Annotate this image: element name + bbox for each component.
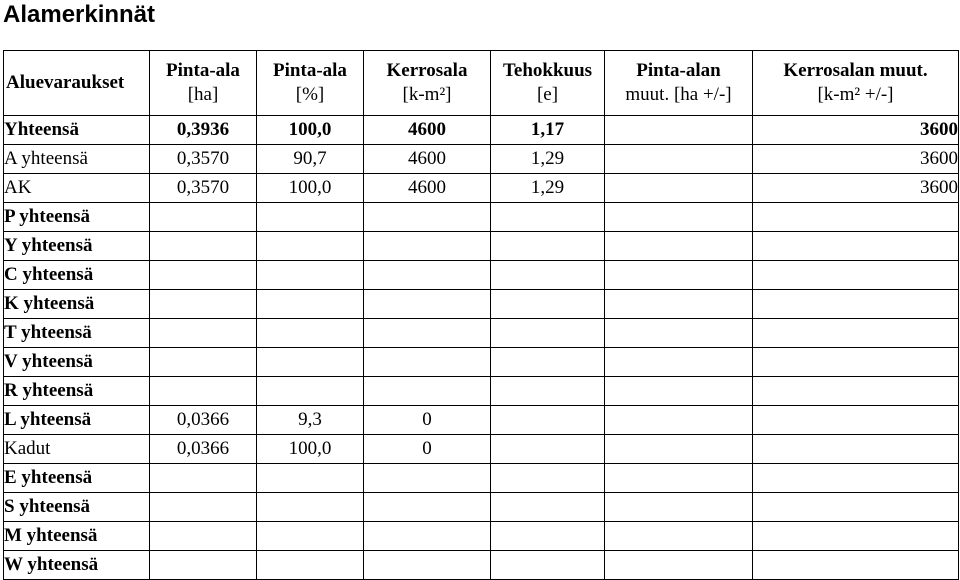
column-header-unit: [k-m²]	[402, 84, 452, 105]
table-row	[4, 464, 959, 493]
cell-aluevaraus: V yhteensä	[4, 348, 150, 377]
cell-kerrosalan-muutos: 3600	[753, 145, 959, 174]
table-row	[4, 493, 959, 522]
cell-kerrosala	[364, 232, 491, 261]
cell-pinta-ala-ha	[150, 290, 257, 319]
cell-pinta-ala-ha	[150, 348, 257, 377]
cell-pinta-alan-muutos	[605, 464, 753, 493]
cell-kerrosalan-muutos	[753, 493, 959, 522]
cell-aluevaraus: Yhteensä	[4, 116, 150, 145]
cell-pinta-alan-muutos	[605, 290, 753, 319]
cell-pinta-ala-ha	[150, 522, 257, 551]
cell-pinta-ala-pct	[257, 377, 364, 406]
cell-tehokkuus	[491, 377, 605, 406]
cell-kerrosalan-muutos	[753, 464, 959, 493]
column-header-label: Tehokkuus	[502, 60, 593, 81]
cell-kerrosalan-muutos	[753, 261, 959, 290]
cell-pinta-ala-pct: 90,7	[257, 145, 364, 174]
cell-pinta-ala-ha	[150, 232, 257, 261]
land-use-table	[3, 50, 959, 580]
column-header-label: Aluevaraukset	[6, 72, 125, 93]
table-row	[4, 435, 959, 464]
table-row	[4, 145, 959, 174]
column-header-kerrosalan-muutos	[753, 51, 959, 116]
cell-pinta-ala-pct	[257, 493, 364, 522]
cell-pinta-ala-pct	[257, 319, 364, 348]
cell-kerrosala: 4600	[364, 174, 491, 203]
cell-kerrosala	[364, 261, 491, 290]
cell-pinta-ala-pct	[257, 522, 364, 551]
cell-kerrosala	[364, 319, 491, 348]
cell-kerrosalan-muutos	[753, 522, 959, 551]
table-row	[4, 551, 959, 580]
cell-tehokkuus	[491, 348, 605, 377]
table-row	[4, 232, 959, 261]
column-header-kerrosala	[364, 51, 491, 116]
cell-kerrosalan-muutos	[753, 203, 959, 232]
column-header-aluevaraukset	[4, 51, 150, 116]
cell-kerrosalan-muutos: 3600	[753, 116, 959, 145]
table-row	[4, 174, 959, 203]
cell-tehokkuus	[491, 406, 605, 435]
cell-tehokkuus	[491, 261, 605, 290]
cell-kerrosalan-muutos	[753, 348, 959, 377]
cell-pinta-alan-muutos	[605, 261, 753, 290]
cell-pinta-ala-pct	[257, 232, 364, 261]
cell-pinta-ala-ha	[150, 493, 257, 522]
cell-pinta-alan-muutos	[605, 377, 753, 406]
cell-pinta-ala-pct	[257, 261, 364, 290]
cell-aluevaraus: Kadut	[4, 435, 150, 464]
cell-aluevaraus: W yhteensä	[4, 551, 150, 580]
column-header-label: Pinta-ala	[166, 60, 240, 81]
cell-pinta-alan-muutos	[605, 493, 753, 522]
cell-pinta-alan-muutos	[605, 319, 753, 348]
cell-pinta-ala-ha	[150, 203, 257, 232]
cell-tehokkuus	[491, 435, 605, 464]
cell-pinta-alan-muutos	[605, 203, 753, 232]
cell-kerrosalan-muutos	[753, 377, 959, 406]
column-header-pinta-ala-pct	[257, 51, 364, 116]
cell-pinta-alan-muutos	[605, 406, 753, 435]
table-row	[4, 116, 959, 145]
cell-kerrosala: 4600	[364, 116, 491, 145]
cell-pinta-ala-pct: 9,3	[257, 406, 364, 435]
table-row	[4, 290, 959, 319]
cell-pinta-ala-ha	[150, 551, 257, 580]
column-header-pinta-alan-muutos	[605, 51, 753, 116]
cell-pinta-ala-pct	[257, 464, 364, 493]
cell-kerrosala	[364, 377, 491, 406]
cell-pinta-ala-ha	[150, 377, 257, 406]
column-header-unit: [ha]	[187, 84, 219, 105]
cell-pinta-ala-ha: 0,3570	[150, 174, 257, 203]
table-row	[4, 522, 959, 551]
cell-kerrosala	[364, 348, 491, 377]
cell-pinta-alan-muutos	[605, 551, 753, 580]
cell-pinta-ala-pct: 100,0	[257, 116, 364, 145]
cell-kerrosala	[364, 464, 491, 493]
cell-aluevaraus: L yhteensä	[4, 406, 150, 435]
cell-tehokkuus	[491, 522, 605, 551]
cell-pinta-ala-ha: 0,3570	[150, 145, 257, 174]
cell-pinta-alan-muutos	[605, 232, 753, 261]
cell-aluevaraus: E yhteensä	[4, 464, 150, 493]
cell-pinta-ala-ha	[150, 261, 257, 290]
cell-kerrosala	[364, 522, 491, 551]
column-header-unit: [k-m² +/-]	[817, 84, 894, 105]
cell-kerrosala	[364, 203, 491, 232]
page-title: Alamerkinnät	[3, 1, 156, 28]
cell-pinta-alan-muutos	[605, 348, 753, 377]
cell-pinta-alan-muutos	[605, 174, 753, 203]
cell-aluevaraus: S yhteensä	[4, 493, 150, 522]
column-header-label: Kerrosalan muut.	[783, 60, 928, 81]
column-header-unit: [e]	[536, 84, 559, 105]
cell-aluevaraus: T yhteensä	[4, 319, 150, 348]
cell-aluevaraus: Y yhteensä	[4, 232, 150, 261]
cell-kerrosalan-muutos	[753, 290, 959, 319]
column-header-unit: [%]	[295, 84, 325, 105]
cell-tehokkuus	[491, 493, 605, 522]
cell-tehokkuus	[491, 290, 605, 319]
cell-kerrosalan-muutos	[753, 406, 959, 435]
table-body	[4, 116, 959, 580]
cell-kerrosala	[364, 290, 491, 319]
cell-kerrosala	[364, 551, 491, 580]
cell-aluevaraus: A yhteensä	[4, 145, 150, 174]
cell-tehokkuus: 1,29	[491, 145, 605, 174]
cell-kerrosalan-muutos: 3600	[753, 174, 959, 203]
cell-aluevaraus: P yhteensä	[4, 203, 150, 232]
cell-tehokkuus	[491, 232, 605, 261]
column-header-tehokkuus	[491, 51, 605, 116]
cell-kerrosalan-muutos	[753, 232, 959, 261]
cell-pinta-ala-ha: 0,0366	[150, 406, 257, 435]
cell-pinta-ala-ha: 0,3936	[150, 116, 257, 145]
table-row	[4, 319, 959, 348]
column-header-pinta-ala-ha	[150, 51, 257, 116]
table-row	[4, 406, 959, 435]
cell-pinta-ala-pct: 100,0	[257, 435, 364, 464]
cell-pinta-ala-pct	[257, 551, 364, 580]
cell-kerrosala	[364, 493, 491, 522]
cell-pinta-ala-pct	[257, 348, 364, 377]
cell-kerrosala: 0	[364, 406, 491, 435]
cell-tehokkuus	[491, 551, 605, 580]
cell-pinta-alan-muutos	[605, 435, 753, 464]
column-header-label: Kerrosala	[386, 60, 468, 81]
table-row	[4, 377, 959, 406]
cell-tehokkuus	[491, 464, 605, 493]
cell-kerrosala: 0	[364, 435, 491, 464]
cell-kerrosala: 4600	[364, 145, 491, 174]
cell-kerrosalan-muutos	[753, 435, 959, 464]
cell-tehokkuus: 1,29	[491, 174, 605, 203]
cell-pinta-ala-ha	[150, 319, 257, 348]
cell-tehokkuus	[491, 203, 605, 232]
cell-aluevaraus: C yhteensä	[4, 261, 150, 290]
cell-pinta-ala-ha	[150, 464, 257, 493]
cell-aluevaraus: K yhteensä	[4, 290, 150, 319]
cell-pinta-alan-muutos	[605, 116, 753, 145]
cell-pinta-ala-pct: 100,0	[257, 174, 364, 203]
cell-tehokkuus	[491, 319, 605, 348]
column-header-label: Pinta-ala	[273, 60, 347, 81]
cell-pinta-alan-muutos	[605, 145, 753, 174]
cell-pinta-ala-pct	[257, 203, 364, 232]
cell-pinta-ala-pct	[257, 290, 364, 319]
cell-pinta-alan-muutos	[605, 522, 753, 551]
cell-aluevaraus: R yhteensä	[4, 377, 150, 406]
cell-aluevaraus: AK	[4, 174, 150, 203]
cell-kerrosalan-muutos	[753, 319, 959, 348]
table-row	[4, 203, 959, 232]
column-header-label: Pinta-alan	[636, 60, 721, 81]
cell-kerrosalan-muutos	[753, 551, 959, 580]
table-header-row	[4, 51, 959, 116]
cell-pinta-ala-ha: 0,0366	[150, 435, 257, 464]
table-row	[4, 348, 959, 377]
table-row	[4, 261, 959, 290]
cell-tehokkuus: 1,17	[491, 116, 605, 145]
cell-aluevaraus: M yhteensä	[4, 522, 150, 551]
column-header-unit: muut. [ha +/-]	[625, 84, 732, 105]
